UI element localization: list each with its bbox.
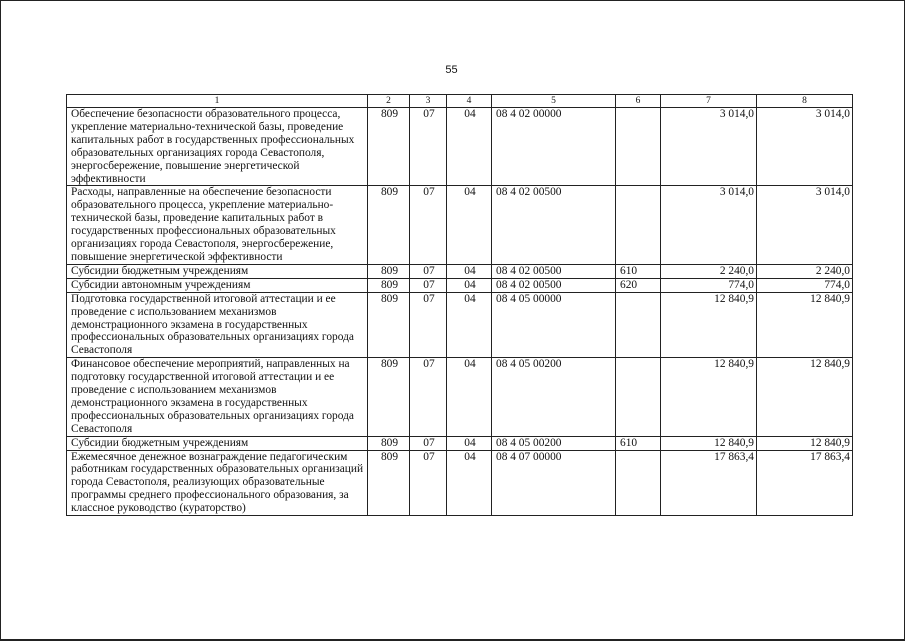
row-csr: 08 4 02 00500 — [492, 186, 616, 264]
row-vr — [616, 292, 661, 358]
table-row — [67, 278, 853, 292]
row-vr — [616, 186, 661, 264]
row-grbs: 809 — [368, 264, 410, 278]
row-sum-2: 2 240,0 — [757, 264, 853, 278]
row-vr — [616, 358, 661, 436]
row-vr — [616, 450, 661, 516]
row-grbs: 809 — [368, 292, 410, 358]
row-pr: 04 — [447, 358, 492, 436]
row-name: Субсидии бюджетным учреждениям — [67, 264, 368, 278]
row-rz: 07 — [410, 278, 447, 292]
header-row — [67, 95, 853, 108]
table-row — [67, 436, 853, 450]
row-sum-2: 12 840,9 — [757, 358, 853, 436]
row-sum-1: 12 840,9 — [661, 292, 757, 358]
row-pr: 04 — [447, 450, 492, 516]
row-vr: 610 — [616, 264, 661, 278]
page-number: 55 — [445, 64, 458, 76]
row-csr: 08 4 05 00000 — [492, 292, 616, 358]
row-csr: 08 4 02 00500 — [492, 278, 616, 292]
table-row — [67, 264, 853, 278]
col-header-3: 3 — [410, 95, 447, 108]
row-rz: 07 — [410, 108, 447, 186]
row-sum-1: 12 840,9 — [661, 358, 757, 436]
row-name: Подготовка государственной итоговой аттестации и ее проведение с использованием механизмов демонстрационного экзамена в государственных профессиональных образовательных организациях города Севастополя — [67, 292, 368, 358]
col-header-4: 4 — [447, 95, 492, 108]
row-name: Обеспечение безопасности образовательного процесса, укрепление материально-технической базы, проведение капитальных работ в государственных профессиональных образовательных организациях города Севастополя, энергосбережение, повышение энергетической эффективности — [67, 108, 368, 186]
table-row — [67, 358, 853, 436]
row-sum-2: 3 014,0 — [757, 186, 853, 264]
row-name: Ежемесячное денежное вознаграждение педагогическим работникам государственных образовательных организаций города Севастополя, реализующих образовательные программы среднего профессионального образования, за классное руководство (кураторство) — [67, 450, 368, 516]
col-header-1: 1 — [67, 95, 368, 108]
row-csr: 08 4 05 00200 — [492, 436, 616, 450]
budget-table — [66, 94, 853, 516]
row-grbs: 809 — [368, 358, 410, 436]
row-sum-2: 3 014,0 — [757, 108, 853, 186]
row-sum-1: 774,0 — [661, 278, 757, 292]
col-header-7: 7 — [661, 95, 757, 108]
row-rz: 07 — [410, 358, 447, 436]
row-csr: 08 4 02 00000 — [492, 108, 616, 186]
row-grbs: 809 — [368, 278, 410, 292]
row-rz: 07 — [410, 264, 447, 278]
row-sum-1: 17 863,4 — [661, 450, 757, 516]
row-grbs: 809 — [368, 108, 410, 186]
row-csr: 08 4 05 00200 — [492, 358, 616, 436]
row-pr: 04 — [447, 108, 492, 186]
row-pr: 04 — [447, 278, 492, 292]
row-sum-2: 12 840,9 — [757, 292, 853, 358]
col-header-5: 5 — [492, 95, 616, 108]
row-pr: 04 — [447, 186, 492, 264]
col-header-8: 8 — [757, 95, 853, 108]
row-pr: 04 — [447, 264, 492, 278]
row-csr: 08 4 07 00000 — [492, 450, 616, 516]
row-sum-2: 17 863,4 — [757, 450, 853, 516]
table-row — [67, 186, 853, 264]
table-row — [67, 108, 853, 186]
row-rz: 07 — [410, 450, 447, 516]
row-vr: 610 — [616, 436, 661, 450]
table-row — [67, 450, 853, 516]
row-sum-2: 774,0 — [757, 278, 853, 292]
row-name: Финансовое обеспечение мероприятий, направленных на подготовку государственной итоговой аттестации и ее проведение с использованием механизмов демонстрационного экзамена в государственных профессиональных образовательных организациях города Севастополя — [67, 358, 368, 436]
row-vr: 620 — [616, 278, 661, 292]
row-sum-2: 12 840,9 — [757, 436, 853, 450]
row-rz: 07 — [410, 292, 447, 358]
row-sum-1: 3 014,0 — [661, 108, 757, 186]
row-grbs: 809 — [368, 450, 410, 516]
row-name: Расходы, направленные на обеспечение безопасности образовательного процесса, укрепление материально-технической базы, проведение капитальных работ в государственных профессиональных образовательных организациях города Севастополя, энергосбережение, повышение энергетической эффективности — [67, 186, 368, 264]
row-grbs: 809 — [368, 436, 410, 450]
row-rz: 07 — [410, 186, 447, 264]
row-name: Субсидии автономным учреждениям — [67, 278, 368, 292]
col-header-2: 2 — [368, 95, 410, 108]
table-row — [67, 292, 853, 358]
row-sum-1: 3 014,0 — [661, 186, 757, 264]
col-header-6: 6 — [616, 95, 661, 108]
row-sum-1: 12 840,9 — [661, 436, 757, 450]
row-rz: 07 — [410, 436, 447, 450]
row-sum-1: 2 240,0 — [661, 264, 757, 278]
row-pr: 04 — [447, 436, 492, 450]
row-name: Субсидии бюджетным учреждениям — [67, 436, 368, 450]
row-grbs: 809 — [368, 186, 410, 264]
row-vr — [616, 108, 661, 186]
row-csr: 08 4 02 00500 — [492, 264, 616, 278]
row-pr: 04 — [447, 292, 492, 358]
